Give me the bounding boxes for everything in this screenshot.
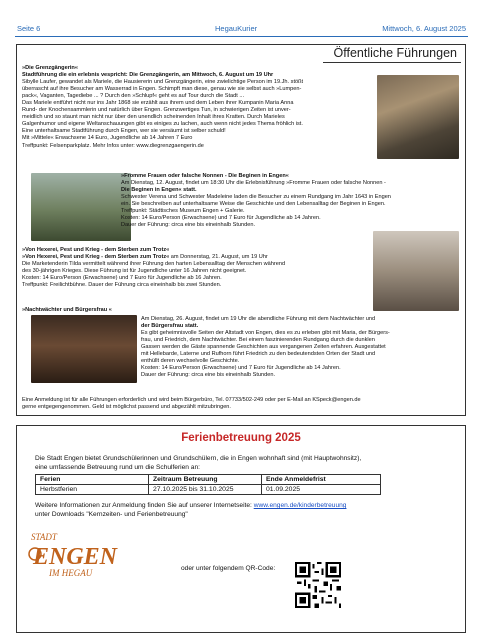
section-line: Am Dienstag, 26. August, findet um 19 Uhr die abendliche Führung mit dem Nachtwächter und xyxy=(141,316,376,322)
section-line: Rund- der Knochensammlerin und natürlich über Engen. Grenzwertiges Tun, in schwierigen Zeiten ist unver- xyxy=(22,107,291,114)
ferien-title: Ferienbetreuung 2025 xyxy=(181,432,301,444)
section-line: Die Marketenderin Tilda vermittelt während ihrer Führung den harten Lebensalltag der Menschen während xyxy=(22,261,286,268)
section-line: Galgenhumor und eigene Weltanschauungen gibt es einiges zu lachen, auch wenn nicht jedes Thema fröhlich ist. xyxy=(22,121,303,128)
section-line: Die Beginen in Engen« statt. xyxy=(121,187,197,194)
section-line: Kosten: 14 Euro/Person (Erwachsene) und 7 Euro für Jugendliche ab 16 Jahren. xyxy=(22,275,222,282)
section-line: Eine unterhaltsame Stadtführung durch Engen, wer sie versäumt ist selber schuld! xyxy=(22,128,226,135)
section-line: der Bürgersfrau statt. xyxy=(141,323,199,330)
section-line: Sibylle Laufer, gewandet als Mariele, die Hausiererin und Grenzgängerin, eine zwielichtige Person im 19.Jh. stößt xyxy=(22,79,304,86)
section-title: »Von Hexerei, Pest und Krieg - dem Sterben zum Trotz« xyxy=(22,247,170,253)
more-prefix: Weitere Informationen zur Anmeldung finden Sie auf unserer Internetseite: xyxy=(35,502,254,509)
section-nachtwaechter-title xyxy=(22,307,142,314)
section-line: meidlich und so staunt man nicht nur über den unendlich scheinenden Inhalt ihres Kratten. Durch Marieles xyxy=(22,114,285,121)
section-line: Stadtführung die ein erlebnis vespricht: Die Grenzgängerin, am Mittwoch, 6. August um 19 Uhr xyxy=(22,72,274,79)
section-nachtwaechter xyxy=(141,316,461,379)
section-line-rest: am Donnerstag, 21. August, um 19 Uhr xyxy=(169,254,268,261)
section-beginen xyxy=(121,173,461,229)
intro-line: eine umfassende Betreuung rund um die Schulferien an: xyxy=(35,463,200,471)
marketenderin-photo xyxy=(373,231,459,311)
column-header: Zeitraum Betreuung xyxy=(149,475,262,485)
more-line xyxy=(35,502,455,511)
section-line: Gassen werden die Gäste spannende Geschichten aus vergangenen Zeiten erfahren. Ausgestattet xyxy=(141,344,386,351)
qr-code-icon[interactable] xyxy=(295,562,341,608)
section-line: enthüllt deren wechselvolle Geschichte. xyxy=(141,358,240,365)
title-divider xyxy=(323,62,461,63)
table-cell: 27.10.2025 bis 31.10.2025 xyxy=(149,485,262,495)
logo-stadt-text: STADT xyxy=(31,532,57,542)
ferien-table xyxy=(35,474,381,495)
section-line: Treffpunkt: Städtisches Museum Engen + Galerie. xyxy=(121,208,245,215)
table-row xyxy=(36,485,381,495)
section-line: frau, und Friedrich, dem Nachtwächter. Bei einem faszinierenden Rundgang durch die dunklen xyxy=(141,337,375,344)
ferienbetreuung-box xyxy=(16,425,466,633)
intro-line: Die Stadt Engen bietet Grundschülerinnen und Grundschülern, die in Engen wohnhaft sind (mit Hauptwohnsitz), xyxy=(35,455,362,462)
grenzgaengerin-photo xyxy=(377,75,459,159)
registration-note xyxy=(22,397,462,411)
section-line: Dauer der Führung: circa eine bis eineinhalb Stunden. xyxy=(141,372,276,379)
public-tours-box xyxy=(16,44,466,416)
section-line: Treffpunkt: Freilichtbühne. Dauer der Führung circa eineinhalb bis zwei Stunden. xyxy=(22,282,222,289)
kinderbetreuung-link[interactable]: www.engen.de/kinderbetreuung xyxy=(253,502,347,509)
column-header: Ferien xyxy=(36,475,149,485)
section-line xyxy=(22,254,367,261)
ferien-more-info xyxy=(35,502,455,519)
section-title: »Nachtwächter und Bürgersfrau « xyxy=(22,307,112,313)
section-line: Kosten: 14 Euro/Person (Erwachsene) und 7 Euro für Jugendliche ab 14 Jahren. xyxy=(121,215,321,222)
table-cell: 01.09.2025 xyxy=(262,485,381,495)
table-cell: Herbstferien xyxy=(36,485,149,495)
section-line: Das Mariele entführt nicht nur ins Jahr 1868 sie erzählt aus ihrem und dem Leben ihrer Kumpanin Maria Anna xyxy=(22,100,294,107)
stadt-engen-logo xyxy=(27,526,127,586)
section-line: Es gibt geheimnisvolle Seiten der Altstadt von Engen, dies es zu erleben gibt mit Maria, der Bürgers- xyxy=(141,330,390,337)
section-line: Dauer der Führung: circa eine bis eineinhalb Stunden. xyxy=(121,222,256,229)
box-title: Öffentliche Führungen xyxy=(333,46,457,60)
beginen-photo xyxy=(31,173,131,241)
logo-engen-text: ENGEN xyxy=(33,544,118,570)
logo-hegau-text: IM HEGAU xyxy=(49,568,93,578)
more-line: unter Downloads "Kernzeiten- und Ferienbetreuung" xyxy=(35,510,188,518)
issue-date: Mittwoch, 6. August 2025 xyxy=(382,24,466,33)
note-line: gerne entgegengenommen. Geld ist möglichst passend und abgezählt mitzubringen. xyxy=(22,404,231,411)
section-title: »Die Grenzgängerin« xyxy=(22,65,78,71)
section-line: ein. Sie beschreiben auf unterhaltsame Weise die Geschichte und den Lebensalltag der Beginen in Engen. xyxy=(121,201,386,208)
section-line: pack«, Vaganten, Tagediebe ... ? Durch den »Schlupf« geht es auf Tour durch die Stadt ... xyxy=(22,93,245,100)
note-line: Eine Anmeldung ist für alle Führungen erforderlich und wird beim Bürgerbüro, Tel. 07733/502-249 oder per E-Mail an KSpeck@engen.de xyxy=(22,397,361,403)
section-line: mit Hellebarde, Laterne und Rufhorn führt Friedrich zu den bedeutendsten Orten der Stadt und xyxy=(141,351,376,358)
section-line: Treffpunkt: Felsenparkplatz. Mehr Infos unter: www.diegrenzgaengerin.de xyxy=(22,142,204,149)
ferien-intro xyxy=(35,455,445,472)
nachtwaechter-photo xyxy=(31,315,137,383)
page-number: Seite 6 xyxy=(17,24,41,33)
section-line: Kosten: 14 Euro/Person (Erwachsene) und 7 Euro für Jugendliche ab 14 Jahren. xyxy=(141,365,341,372)
page-header xyxy=(15,22,468,37)
section-hexerei xyxy=(22,247,367,289)
section-title: »Fromme Frauen oder falsche Nonnen - Die Beginen in Engen« xyxy=(121,173,289,179)
section-line: Am Dienstag, 12. August, findet um 18:30 Uhr die Erlebnisführung »Fromme Frauen oder falsche Nonnen - xyxy=(121,180,386,187)
column-header: Ende Anmeldefrist xyxy=(262,475,381,485)
table-header-row xyxy=(36,475,381,485)
newspaper-name: HegauKurier xyxy=(215,24,258,33)
section-line: Schwester Verena und Schwester Madeleine laden die Besucher zu einem Rundgang im Jahr 1643 in Engen xyxy=(121,194,391,201)
section-grenzgaengerin xyxy=(22,65,374,150)
section-line: des 30-jährigen Krieges. Diese Führung ist für Jugendliche unter 16 Jahren nicht geeignet. xyxy=(22,268,247,275)
qr-label: oder unter folgendem QR-Code: xyxy=(181,565,276,572)
section-line: Mit »Mittele« Erwachsene 14 Euro, Jugendliche ab 14 Jahren 7 Euro xyxy=(22,135,193,142)
section-line: überrascht auf ihre Besucher am Wasserrad in Engen. Schimpft man diese, genau wie sie selbst auch »Lumpen- xyxy=(22,86,302,93)
section-line-bold: »Von Hexerei, Pest und Krieg - dem Sterben zum Trotz« xyxy=(22,254,170,261)
